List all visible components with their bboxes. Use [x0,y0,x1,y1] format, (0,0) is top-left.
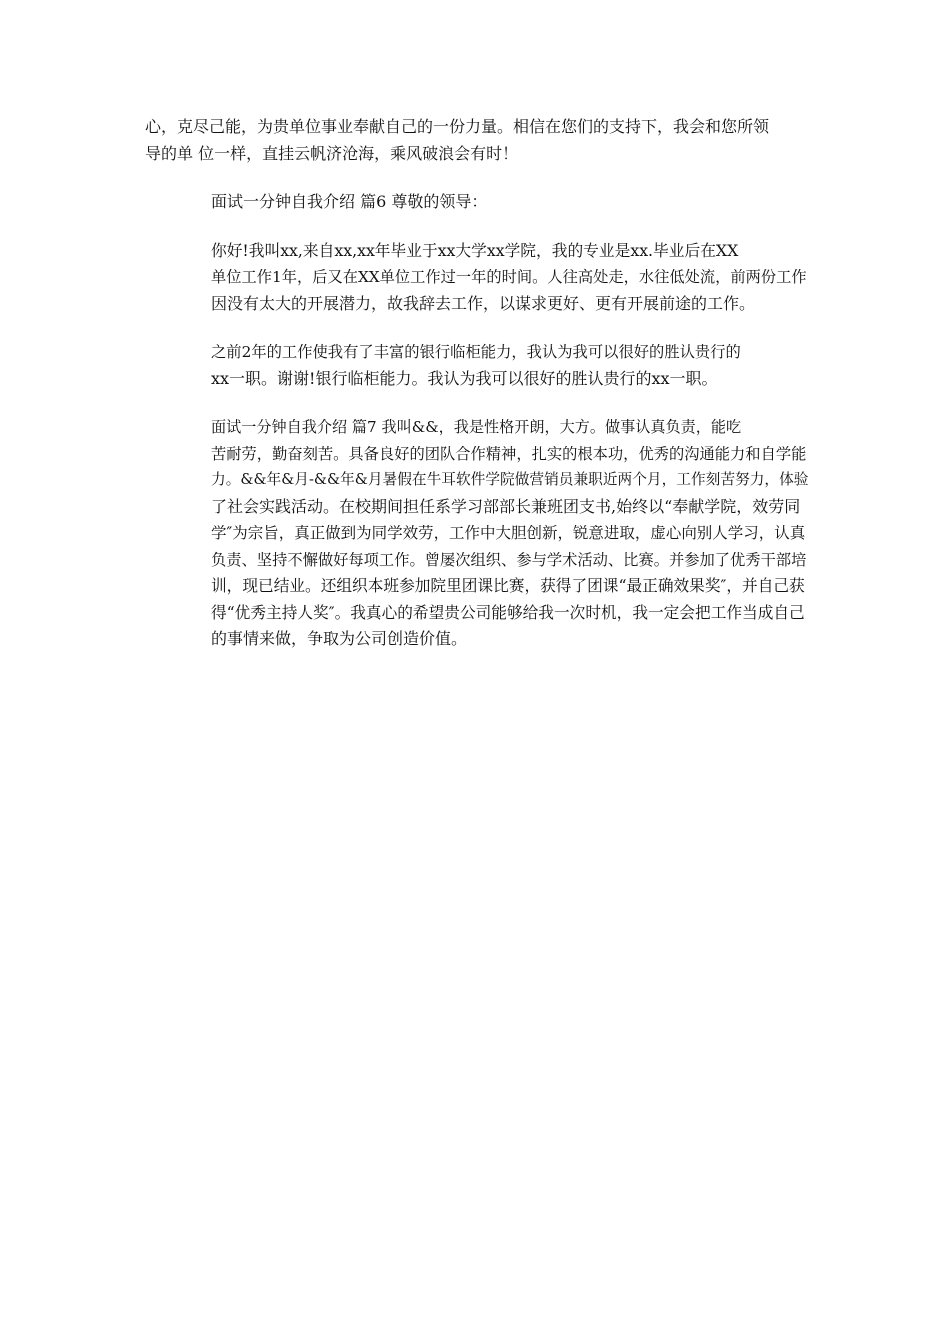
heading-piece-6 [145,189,807,216]
text-line: 面试一分钟自我介绍 篇7 我叫&&，我是性格开朗，大方。做事认真负责，能吃 [211,418,742,436]
text-line: 你好!我叫xx,来自xx,xx年毕业于xx大学xx学院，我的专业是xx.毕业后在XX [211,240,739,260]
text-line: 了社会实践活动。在校期间担任系学习部部长兼班团支书,始终以“奉献学院，效劳同 [211,496,801,516]
text-line: 的事情来做，争取为公司创造价值。 [211,629,468,648]
text-line: 学″为宗旨，真正做到为同学效劳，工作中大胆创新，锐意进取，虚心向别人学习，认真 [211,524,806,542]
text-line: 苦耐劳，勤奋刻苦。具备良好的团队合作精神，扎实的根本功，优秀的沟通能力和自学能 [211,444,807,463]
text-line: 单位工作1年，后又在XX单位工作过一年的时间。人往高处走，水往低处流，前两份工作 [211,268,807,286]
text-line: xx一职。谢谢!银行临柜能力。我认为我可以很好的胜认贵行的xx一职。 [211,368,718,388]
text-line: 面试一分钟自我介绍 篇6 尊敬的领导： [211,192,488,211]
paragraph-piece-7 [145,414,807,653]
text-line: 负责、坚持不懈做好每项工作。曾屡次组织、参与学术活动、比赛。并参加了优秀干部培 [211,550,807,569]
text-line: 力。&&年&月-&&年&月暑假在牛耳软件学院做营销员兼职近两个月，工作刻苦努力，体验 [211,471,809,488]
text-line: 心，克尽己能，为贵单位事业奉献自己的一份力量。相信在您们的支持下，我会和您所领 [145,117,770,136]
paragraph-intro [145,238,807,318]
text-line: 得“优秀主持人奖″。我真心的希望贵公司能够给我一次时机，我一定会把工作当成自己 [211,602,805,622]
paragraph-closing [145,114,807,167]
text-line: 训，现已结业。还组织本班参加院里团课比赛，获得了团课“最正确效果奖″，并自己获 [211,576,805,595]
document-body [145,114,807,675]
text-line: 之前2年的工作使我有了丰富的银行临柜能力，我认为我可以很好的胜认贵行的 [211,343,741,361]
text-line: 因没有太大的开展潜力，故我辞去工作，以谋求更好、更有开展前途的工作。 [211,293,756,313]
text-line: 导的单 位一样，直挂云帆济沧海，乘风破浪会有时！ [145,143,519,163]
paragraph-experience [145,339,807,392]
